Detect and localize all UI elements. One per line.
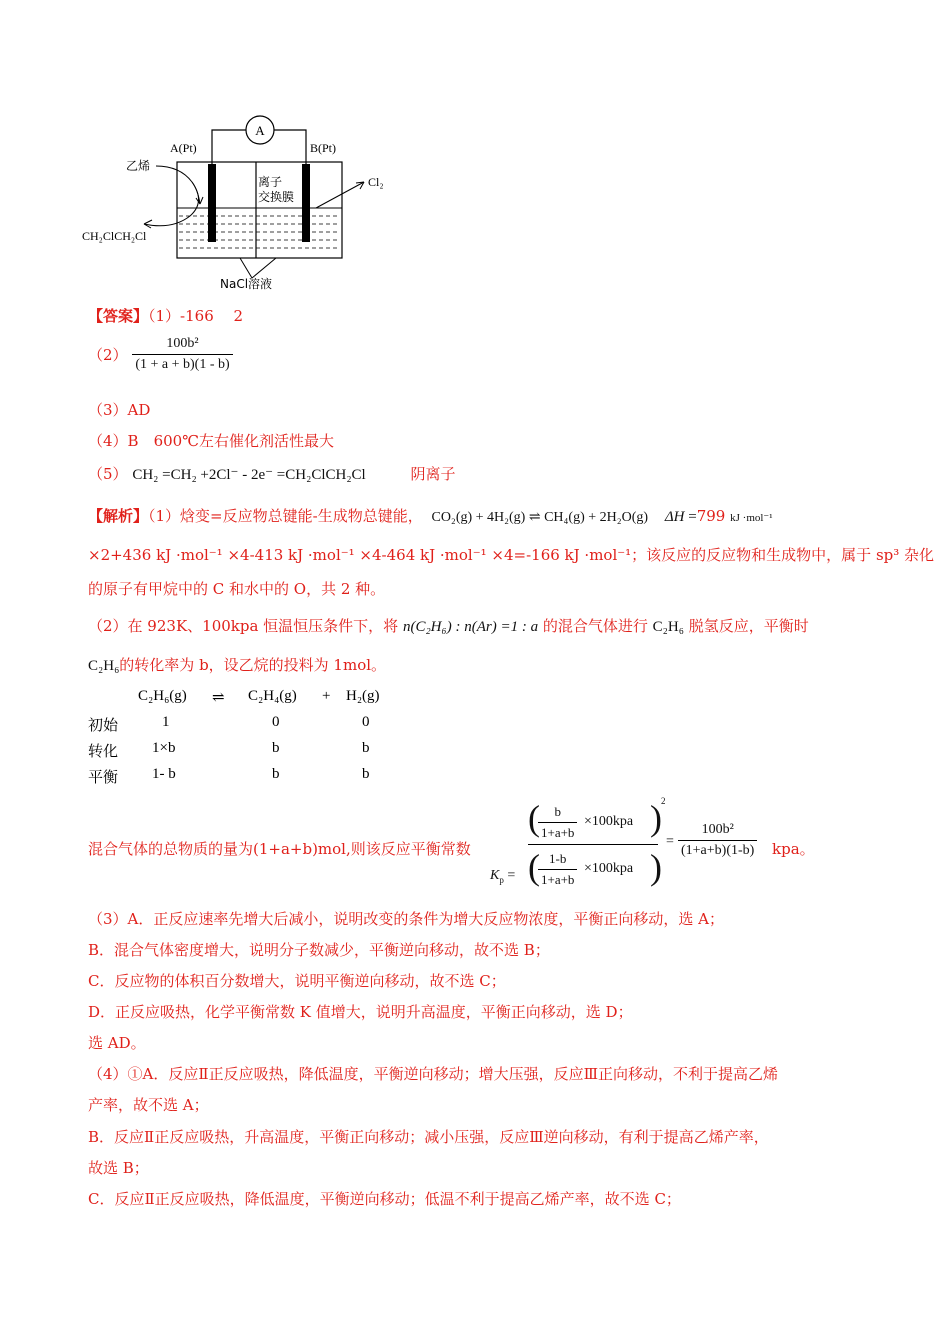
analysis-p4-a-1: （4）①A．反应Ⅱ正反应吸热，降低温度，平衡逆向移动；增大压强，反应Ⅲ正向移动，不利于提高乙烯 — [88, 1065, 779, 1083]
solution-label: NaCl溶液 — [220, 277, 273, 291]
header-c2h4: C₂H₄(g) — [248, 688, 297, 704]
analysis-p3-d: D．正反应吸热，化学平衡常数 K 值增大，说明升高温度，平衡正向移动，选 D； — [88, 1003, 633, 1021]
analysis-p1-line-2: ×2+436 kJ ·mol⁻¹ ×4-413 kJ ·mol⁻¹ ×4-464 kJ ·mol⁻¹ ×4=-166 kJ ·mol⁻¹；该反应的反应物和生成物中，属于 sp³ 杂化 — [88, 546, 935, 564]
analysis-p3-select: 选 AD。 — [88, 1034, 146, 1052]
answer-1: （1）-166 2 — [148, 307, 244, 325]
ethylene-arrow — [144, 166, 199, 226]
header-c2h6: C₂H₆(g) — [138, 688, 187, 704]
analysis-p2-b: 的混合气体进行 — [542, 617, 648, 635]
analysis-p2-c2h6-2: C₂H₆ — [88, 658, 120, 674]
electrolysis-diagram — [80, 112, 400, 292]
answer-3: （3）AD — [88, 401, 151, 419]
electrode-b — [302, 164, 310, 242]
electrode-a-label: A(Pt) — [170, 141, 197, 155]
solution-hatching — [179, 216, 340, 248]
analysis-p1-equation: CO₂(g) + 4H₂(g) ⇌ CH₄(g) + 2H₂O(g) — [431, 510, 649, 525]
kp-den-tail: ×100kpa — [584, 861, 634, 876]
answer-5-prefix: （5） — [88, 465, 128, 483]
row-cell: 0 — [362, 714, 370, 730]
row-cell: b — [362, 740, 370, 756]
header-plus: + — [322, 688, 331, 704]
analysis-p4-a-2: 产率，故不选 A； — [88, 1096, 209, 1114]
kp-num-frac-num: b — [538, 804, 577, 823]
analysis-p4-b-2: 故选 B； — [88, 1159, 149, 1177]
analysis-p2-c2h6: C₂H₆ — [652, 619, 684, 635]
kp-numerator: ( $\frac{b}{1+a+b}$ ×100kpa ) 2 — [528, 796, 666, 840]
kp-num-frac-den: 1+a+b — [541, 825, 575, 840]
answer-line-1 — [88, 305, 243, 326]
ammeter-label: A — [255, 123, 265, 138]
kp-num-fraction — [538, 804, 577, 841]
header-arrow: ⇌ — [212, 690, 225, 706]
answer-5-ion: 阴离子 — [410, 465, 456, 483]
electrode-b-label: B(Pt) — [310, 141, 337, 155]
kp-result-den: (1+a+b)(1-b) — [681, 843, 755, 858]
analysis-p2-a: （2）在 923K、100kpa 恒温恒压条件下，将 — [88, 617, 399, 635]
electrode-a — [208, 164, 216, 242]
membrane-label-1: 离子 — [258, 175, 283, 189]
analysis-p1-dh: ΔH = — [664, 509, 697, 525]
cl2-label: Cl₂ — [368, 175, 384, 189]
analysis-p2-text: 的转化率为 b，设乙烷的投料为 1mol。 — [119, 656, 387, 674]
ethylene-label: 乙烯 — [126, 159, 151, 173]
answer-line-5 — [88, 463, 456, 484]
row-cell: 0 — [272, 714, 280, 730]
kp-result-num: 100b² — [678, 822, 757, 841]
analysis-p1-dh-value: 799 — [696, 507, 726, 525]
answer-5-equation: CH₂ =CH₂ +2Cl⁻ - 2e⁻ =CH₂ClCH₂Cl — [132, 467, 366, 483]
kp-den-frac-num: 1-b — [538, 851, 577, 870]
row-label: 初始 — [88, 716, 119, 734]
analysis-p4-c: C．反应Ⅱ正反应吸热，降低温度，平衡逆向移动；低温不利于提高乙烯产率，故不选 C； — [88, 1190, 681, 1208]
analysis-p4-b-1: B．反应Ⅱ正反应吸热，升高温度，平衡正向移动；减小压强，反应Ⅲ逆向移动，有利于提高乙烯产率， — [88, 1128, 769, 1146]
analysis-label: 【解析】 — [88, 507, 149, 525]
analysis-p1-line-3: 的原子有甲烷中的 C 和水中的 O，共 2 种。 — [88, 580, 386, 598]
product-label: CH₂ClCH₂Cl — [82, 229, 147, 243]
analysis-p1-text: （1）焓变=反应物总键能-生成物总键能， — [148, 507, 423, 525]
kp-text: 混合气体的总物质的量为(1+a+b)mol,则该反应平衡常数 — [88, 840, 471, 858]
analysis-p2-ratio: n(C₂H₆) : n(Ar) =1 : a — [402, 619, 539, 635]
row-cell: b — [362, 766, 370, 782]
analysis-p3-b: B．混合气体密度增大，说明分子数减少，平衡逆向移动，故不选 B； — [88, 941, 550, 959]
analysis-p1-unit: kJ ·mol⁻¹ — [730, 512, 773, 524]
row-cell: 1×b — [152, 740, 176, 756]
kp-symbol: $K_p$ = — [490, 868, 516, 885]
kp-main-fraction — [528, 796, 666, 893]
kp-denominator: ( $\frac{1-b}{1+a+b}$ ×100kpa ) — [528, 847, 662, 887]
kp-result-fraction — [678, 822, 757, 859]
row-cell: 1- b — [152, 766, 176, 782]
answer-4: （4）B 600℃左右催化剂活性最大 — [88, 432, 334, 450]
header-h2: H₂(g) — [346, 688, 380, 704]
kp-den-frac-den: 1+a+b — [541, 872, 575, 887]
analysis-p3-c: C．反应物的体积百分数增大，说明平衡逆向移动，故不选 C； — [88, 972, 506, 990]
answer-label: 【答案】 — [88, 307, 149, 325]
kp-num-tail: ×100kpa — [584, 814, 634, 829]
answer-2-fraction — [132, 336, 232, 373]
cl2-arrow — [316, 182, 364, 208]
answer-2-prefix: （2） — [88, 346, 128, 364]
analysis-p3-a: （3）A．正反应速率先增大后减小，说明改变的条件为增大反应物浓度，平衡正向移动，选 A； — [88, 910, 724, 928]
answer-2-num: 100b² — [132, 336, 232, 355]
row-cell: 1 — [162, 714, 170, 730]
row-cell: b — [272, 766, 280, 782]
membrane-label-2: 交换膜 — [258, 190, 295, 204]
row-cell: b — [272, 740, 280, 756]
analysis-p2-line-2 — [88, 654, 386, 675]
kp-unit: kpa。 — [772, 840, 815, 858]
analysis-line-1 — [88, 505, 773, 526]
answer-2-den: (1 + a + b)(1 - b) — [135, 357, 230, 372]
analysis-p2-line-1 — [88, 615, 809, 636]
kp-den-fraction — [538, 851, 577, 888]
answer-line-2 — [88, 336, 233, 373]
analysis-p2-c: 脱氢反应，平衡时 — [688, 617, 809, 635]
row-label: 平衡 — [88, 768, 119, 786]
row-label: 转化 — [88, 742, 119, 760]
